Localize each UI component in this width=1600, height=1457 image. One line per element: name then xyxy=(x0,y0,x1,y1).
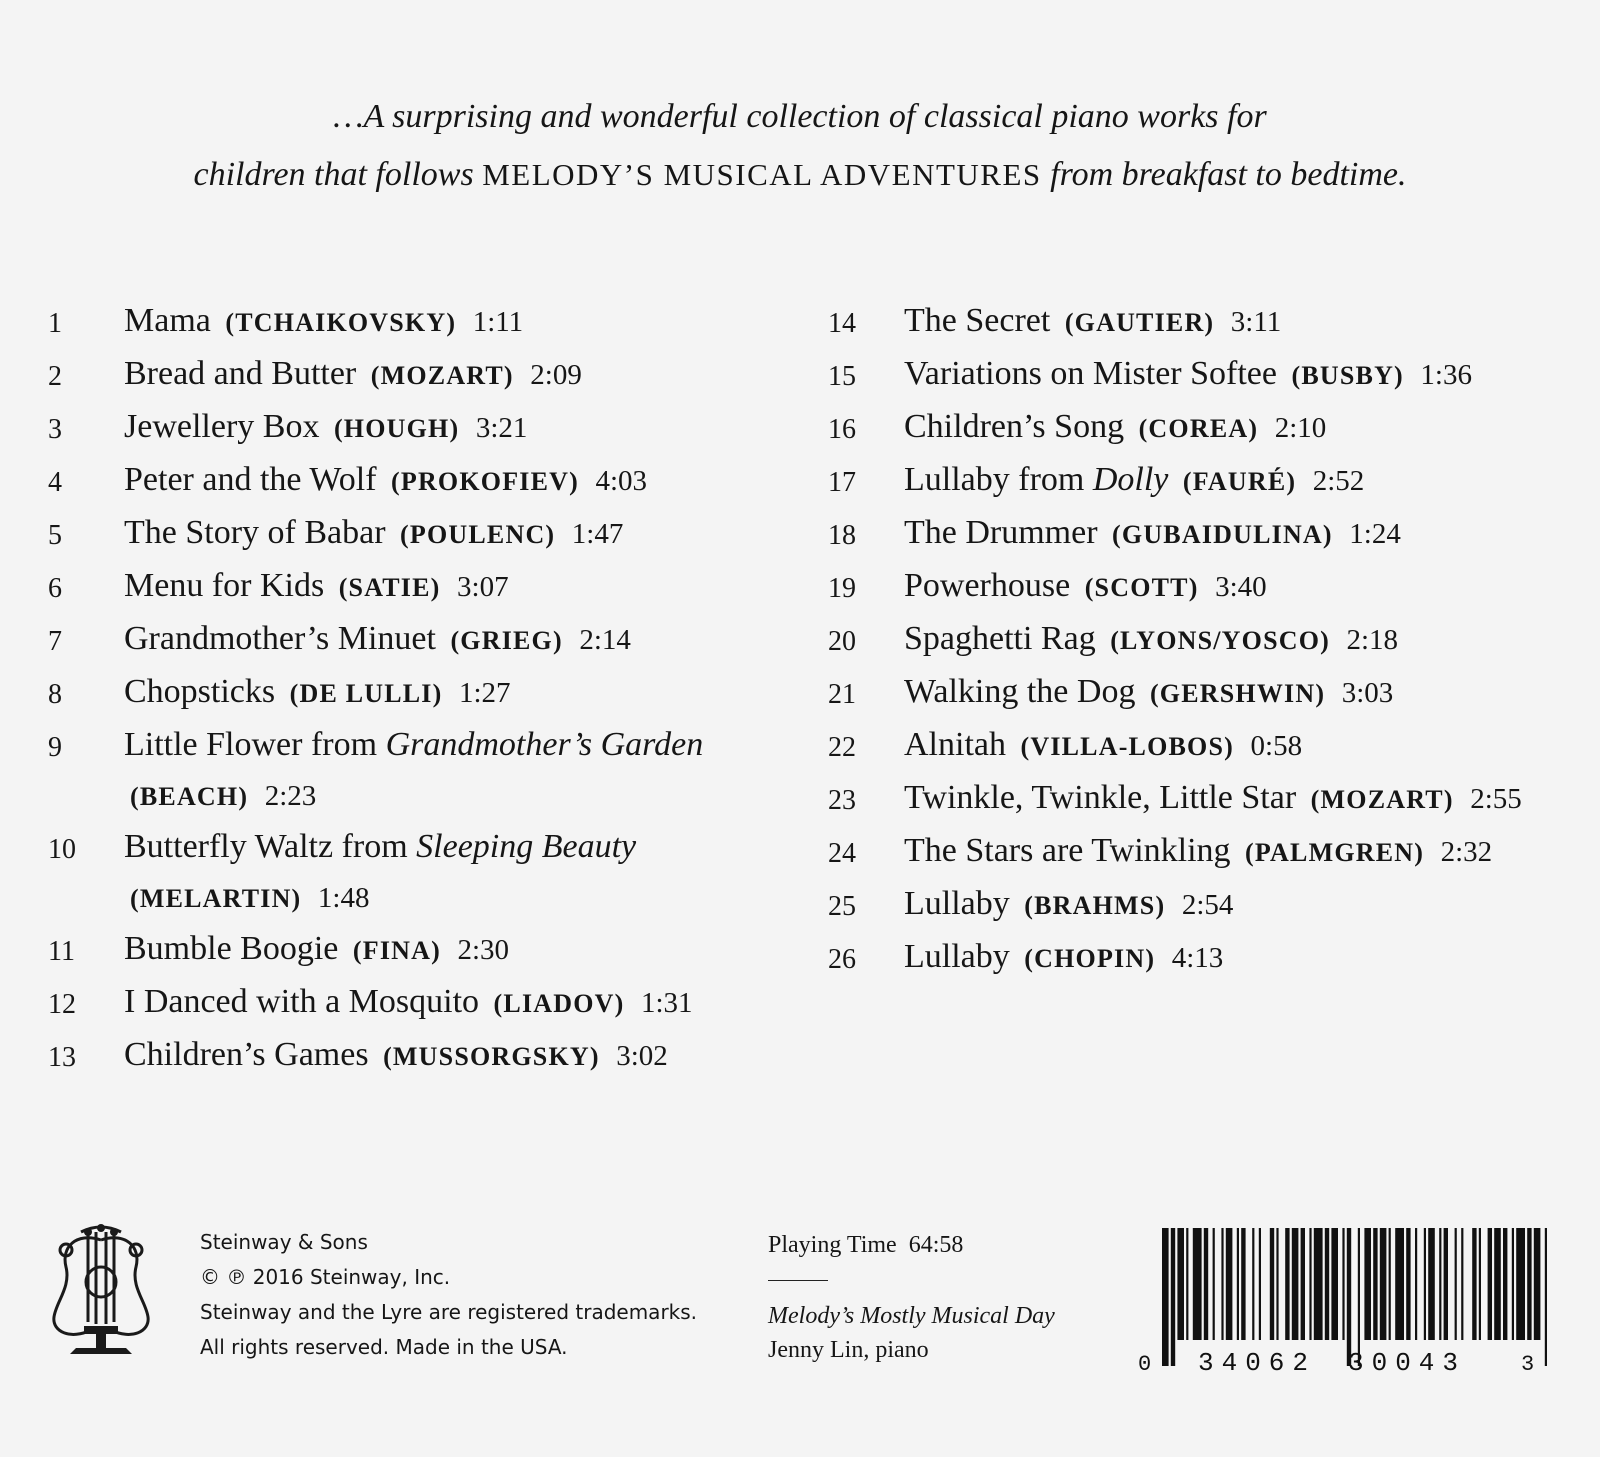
barcode-bar xyxy=(1428,1228,1435,1340)
track-row xyxy=(48,455,788,508)
track-number: 6 xyxy=(48,573,62,604)
album-title: Melody’s Mostly Musical Day xyxy=(768,1303,1055,1329)
barcode-bar xyxy=(1424,1228,1426,1340)
tracklist-left xyxy=(48,296,788,1083)
track-number: 13 xyxy=(48,1042,76,1073)
track-composer: (VILLA-LOBOS) xyxy=(1020,732,1235,761)
track-duration: 1:24 xyxy=(1349,518,1401,550)
track-composer: (SATIE) xyxy=(338,573,441,602)
barcode-bar xyxy=(1221,1228,1223,1340)
barcode-bar xyxy=(1461,1228,1463,1340)
barcode-bar xyxy=(1270,1228,1274,1340)
track-title: Bumble Boogie xyxy=(124,930,339,967)
track-title: Chopsticks xyxy=(124,673,276,710)
barcode-bar xyxy=(1226,1228,1233,1340)
track-number: 25 xyxy=(828,891,856,922)
track-duration: 1:36 xyxy=(1420,359,1472,391)
barcode-bar xyxy=(1358,1228,1360,1366)
track-composer: (COREA) xyxy=(1138,414,1259,443)
track-body xyxy=(904,720,1302,772)
track-number: 18 xyxy=(828,520,856,551)
track-row xyxy=(48,924,788,977)
track-number: 15 xyxy=(828,361,856,392)
track-title: Peter and the Wolf xyxy=(124,461,377,498)
barcode-bar xyxy=(1488,1228,1492,1340)
track-title: The Stars are Twinkling xyxy=(904,832,1231,869)
lyre-icon xyxy=(46,1222,156,1362)
track-number: 23 xyxy=(828,785,856,816)
track-number: 16 xyxy=(828,414,856,445)
track-row xyxy=(48,977,788,1030)
track-row xyxy=(828,826,1568,879)
barcode-bar xyxy=(1162,1228,1169,1366)
track-title: Little Flower from xyxy=(124,726,378,763)
barcode-group-2: 30043 xyxy=(1348,1348,1467,1378)
track-number: 1 xyxy=(48,308,62,339)
track-body xyxy=(124,614,631,666)
track-body xyxy=(124,296,523,348)
track-title: The Secret xyxy=(904,302,1051,339)
track-duration: 2:32 xyxy=(1440,836,1493,868)
barcode-bar xyxy=(1276,1228,1278,1340)
track-composer: (MELARTIN) xyxy=(130,884,302,913)
track-row xyxy=(828,614,1568,667)
track-number: 2 xyxy=(48,361,62,392)
track-row xyxy=(828,932,1568,985)
barcode-bar xyxy=(1309,1228,1311,1340)
track-duration: 4:13 xyxy=(1171,942,1224,974)
track-body xyxy=(904,561,1267,613)
track-number: 4 xyxy=(48,467,62,498)
track-body xyxy=(904,826,1492,878)
barcode-check-digit: 3 xyxy=(1521,1352,1535,1377)
track-duration: 2:18 xyxy=(1346,624,1399,656)
track-composer: (BRAHMS) xyxy=(1024,891,1166,920)
playing-time: Playing Time 64:58 xyxy=(768,1232,964,1258)
track-composer: (MOZART) xyxy=(370,361,514,390)
track-duration: 2:55 xyxy=(1470,783,1522,815)
track-duration: 2:30 xyxy=(457,934,510,966)
track-composer: (GRIEG) xyxy=(450,626,563,655)
barcode xyxy=(1138,1224,1568,1384)
barcode-bar xyxy=(1415,1228,1417,1340)
track-row xyxy=(828,508,1568,561)
track-number: 5 xyxy=(48,520,62,551)
label-line-1: Steinway & Sons xyxy=(200,1230,368,1254)
track-duration: 1:11 xyxy=(472,306,524,338)
track-duration: 2:14 xyxy=(579,624,631,656)
track-title: Lullaby xyxy=(904,885,1010,922)
track-title: Mama xyxy=(124,302,211,339)
track-number: 8 xyxy=(48,679,62,710)
track-row xyxy=(828,296,1568,349)
barcode-bar xyxy=(1285,1228,1289,1340)
barcode-bar xyxy=(1237,1228,1239,1340)
track-duration: 2:52 xyxy=(1312,465,1365,497)
barcode-bar xyxy=(1545,1228,1547,1366)
track-body xyxy=(124,822,788,924)
barcode-bar xyxy=(1516,1228,1525,1340)
track-composer: (LYONS/YOSCO) xyxy=(1110,626,1330,655)
barcode-bar xyxy=(1479,1228,1481,1340)
track-body xyxy=(904,932,1223,984)
track-title: Twinkle, Twinkle, Little Star xyxy=(904,779,1297,816)
track-title: Alnitah xyxy=(904,726,1006,763)
track-body xyxy=(124,924,509,976)
barcode-bar xyxy=(1347,1228,1351,1366)
track-title-italic: Sleeping Beauty xyxy=(416,828,637,865)
track-title: Menu for Kids xyxy=(124,567,325,604)
label-line-4: All rights reserved. Made in the USA. xyxy=(200,1335,568,1359)
track-duration: 3:02 xyxy=(616,1040,668,1072)
track-composer: (BEACH) xyxy=(130,782,249,811)
track-number: 17 xyxy=(828,467,856,498)
track-body xyxy=(904,614,1398,666)
track-duration: 2:54 xyxy=(1181,889,1234,921)
track-composer: (GAUTIER) xyxy=(1064,308,1215,337)
barcode-bar xyxy=(1325,1228,1329,1340)
track-number: 3 xyxy=(48,414,62,445)
track-duration: 3:21 xyxy=(475,412,528,444)
track-title: The Story of Babar xyxy=(124,514,386,551)
track-composer: (BUSBY) xyxy=(1291,361,1404,390)
track-body xyxy=(904,402,1326,454)
track-title: Children’s Games xyxy=(124,1036,369,1073)
barcode-bar xyxy=(1259,1228,1261,1340)
track-row xyxy=(48,296,788,349)
release-info xyxy=(768,1228,1055,1367)
track-body xyxy=(904,508,1401,560)
track-duration: 1:27 xyxy=(458,677,511,709)
barcode-bar xyxy=(1204,1228,1208,1340)
track-duration: 3:40 xyxy=(1215,571,1267,603)
track-title: The Drummer xyxy=(904,514,1098,551)
track-number: 7 xyxy=(48,626,62,657)
track-duration: 1:31 xyxy=(640,987,693,1019)
track-body xyxy=(124,1030,668,1082)
track-composer: (MOZART) xyxy=(1310,785,1454,814)
track-row xyxy=(48,822,788,924)
track-body xyxy=(904,667,1393,719)
barcode-group-1: 34062 xyxy=(1198,1348,1317,1378)
track-row xyxy=(48,614,788,667)
track-composer: (MUSSORGSKY) xyxy=(383,1042,600,1071)
track-number: 26 xyxy=(828,944,856,975)
track-title: Bread and Butter xyxy=(124,355,357,392)
track-title: Butterfly Waltz from xyxy=(124,828,408,865)
barcode-bar xyxy=(1186,1228,1188,1340)
barcode-bar xyxy=(1439,1228,1441,1340)
track-body xyxy=(124,720,788,822)
track-row xyxy=(48,508,788,561)
barcode-bar xyxy=(1301,1228,1305,1340)
track-composer: (HOUGH) xyxy=(333,414,460,443)
track-title: Variations on Mister Softee xyxy=(904,355,1277,392)
barcode-bar xyxy=(1252,1228,1254,1340)
track-row xyxy=(48,402,788,455)
barcode-bar xyxy=(1494,1228,1501,1340)
track-title: Lullaby xyxy=(904,938,1010,975)
track-composer: (TCHAIKOVSKY) xyxy=(225,308,457,337)
performer: Jenny Lin, piano xyxy=(768,1337,929,1363)
track-number: 10 xyxy=(48,834,76,865)
barcode-bar xyxy=(1292,1228,1299,1340)
track-number: 11 xyxy=(48,936,75,967)
track-duration: 1:48 xyxy=(317,882,370,914)
tracklist-right xyxy=(828,296,1568,985)
track-row xyxy=(48,561,788,614)
track-row xyxy=(48,349,788,402)
track-duration: 3:03 xyxy=(1341,677,1394,709)
track-duration: 3:07 xyxy=(457,571,509,603)
track-row xyxy=(48,1030,788,1083)
barcode-bar xyxy=(1389,1228,1391,1340)
barcode-bar xyxy=(1331,1228,1338,1340)
barcode-bar xyxy=(1406,1228,1410,1340)
track-body xyxy=(124,667,511,719)
track-composer: (GERSHWIN) xyxy=(1149,679,1326,708)
barcode-bar xyxy=(1193,1228,1202,1340)
track-composer: (GUBAIDULINA) xyxy=(1112,520,1333,549)
track-row xyxy=(828,773,1568,826)
track-title-italic: Dolly xyxy=(1092,461,1169,498)
barcode-bar xyxy=(1314,1228,1323,1340)
barcode-bar xyxy=(1364,1228,1371,1340)
track-composer: (FINA) xyxy=(352,936,441,965)
track-row xyxy=(828,402,1568,455)
track-title: Spaghetti Rag xyxy=(904,620,1096,657)
track-row xyxy=(828,561,1568,614)
track-composer: (PROKOFIEV) xyxy=(391,467,579,496)
track-row xyxy=(828,349,1568,402)
track-body xyxy=(124,455,647,507)
track-duration: 2:09 xyxy=(530,359,582,391)
label-line-3: Steinway and the Lyre are registered trademarks. xyxy=(200,1300,698,1324)
track-number: 20 xyxy=(828,626,856,657)
track-row xyxy=(828,667,1568,720)
barcode-bar xyxy=(1455,1228,1457,1340)
track-body xyxy=(124,402,527,454)
track-title: Powerhouse xyxy=(904,567,1071,604)
track-row xyxy=(828,455,1568,508)
barcode-bar xyxy=(1241,1228,1245,1340)
label-line-2: © ℗ 2016 Steinway, Inc. xyxy=(200,1265,451,1289)
track-body xyxy=(124,561,509,613)
barcode-bar xyxy=(1444,1228,1448,1340)
track-composer: (DE LULLI) xyxy=(289,679,443,708)
barcode-bar xyxy=(1472,1228,1476,1340)
barcode-bar xyxy=(1395,1228,1404,1340)
track-title: Jewellery Box xyxy=(124,408,320,445)
track-row xyxy=(48,720,788,822)
track-row xyxy=(48,667,788,720)
track-row xyxy=(828,720,1568,773)
track-composer: (FAURÉ) xyxy=(1182,467,1297,496)
track-composer: (SCOTT) xyxy=(1084,573,1199,602)
track-title: I Danced with a Mosquito xyxy=(124,983,480,1020)
track-title: Walking the Dog xyxy=(904,673,1136,710)
barcode-bar xyxy=(1177,1228,1184,1340)
barcode-bar xyxy=(1503,1228,1507,1340)
barcode-bar xyxy=(1373,1228,1377,1340)
track-number: 19 xyxy=(828,573,856,604)
track-duration: 1:47 xyxy=(571,518,624,550)
divider xyxy=(768,1280,828,1281)
track-number: 14 xyxy=(828,308,856,339)
track-body xyxy=(904,349,1472,401)
barcode-bar xyxy=(1527,1228,1531,1340)
track-duration: 2:23 xyxy=(264,780,317,812)
track-composer: (PALMGREN) xyxy=(1245,838,1425,867)
barcode-bar xyxy=(1380,1228,1387,1340)
track-number: 12 xyxy=(48,989,76,1020)
track-body xyxy=(904,879,1233,931)
barcode-lead-digit: 0 xyxy=(1138,1352,1152,1377)
track-body xyxy=(124,977,693,1029)
track-composer: (CHOPIN) xyxy=(1024,944,1156,973)
track-title: Children’s Song xyxy=(904,408,1125,445)
track-body xyxy=(124,349,582,401)
track-body xyxy=(904,455,1364,507)
barcode-bar xyxy=(1213,1228,1215,1340)
track-title-italic: Grandmother’s Garden xyxy=(385,726,704,763)
label-info xyxy=(200,1225,697,1365)
track-number: 24 xyxy=(828,838,856,869)
track-number: 22 xyxy=(828,732,856,763)
track-row xyxy=(828,879,1568,932)
track-composer: (LIADOV) xyxy=(493,989,625,1018)
barcode-bar xyxy=(1342,1228,1344,1340)
track-body xyxy=(904,296,1281,348)
barcode-bar xyxy=(1534,1228,1541,1340)
barcode-bar xyxy=(1171,1228,1175,1366)
barcode-bar xyxy=(1512,1228,1514,1340)
track-composer: (POULENC) xyxy=(400,520,556,549)
track-title: Lullaby from xyxy=(904,461,1085,498)
intro-line-1: …A surprising and wonderful collection of classical piano works for xyxy=(333,98,1267,135)
track-body xyxy=(904,773,1522,825)
track-title: Grandmother’s Minuet xyxy=(124,620,436,657)
intro-blurb xyxy=(100,88,1500,204)
track-duration: 4:03 xyxy=(595,465,648,497)
track-body xyxy=(124,508,623,560)
track-duration: 3:11 xyxy=(1230,306,1282,338)
track-number: 9 xyxy=(48,732,62,763)
track-number: 21 xyxy=(828,679,856,710)
track-duration: 2:10 xyxy=(1274,412,1327,444)
track-duration: 0:58 xyxy=(1250,730,1303,762)
intro-line-2: children that follows MELODY’S MUSICAL ADVENTURES from breakfast to bedtime. xyxy=(193,156,1407,193)
